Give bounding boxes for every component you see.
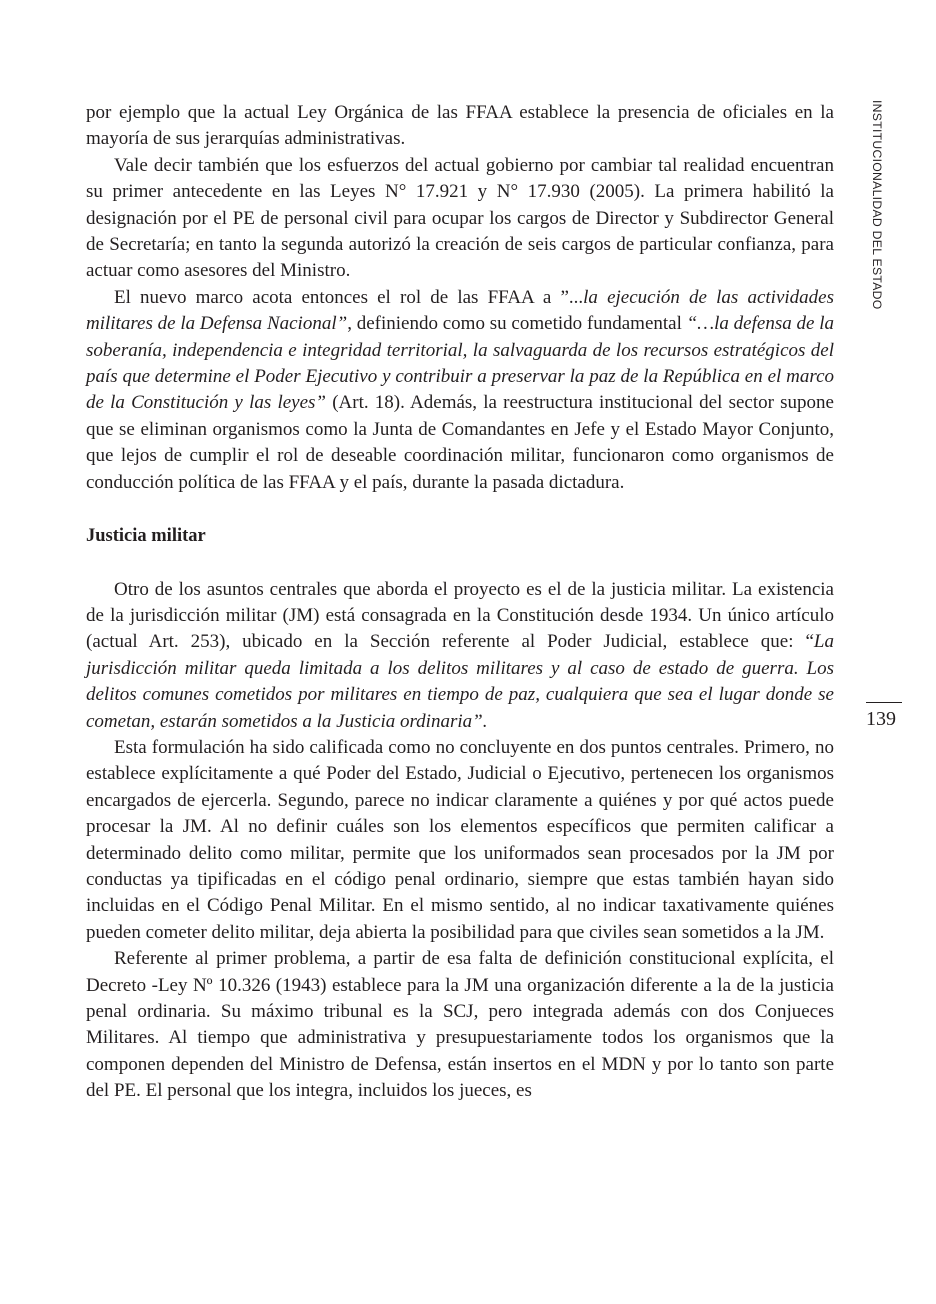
paragraph [86, 577, 834, 735]
quote-italic: “…la defensa de la soberanía, independencia e integridad territorial, la salvaguarda de los recursos estratégicos del país que determine el Poder Ejecutivo y contribuir a preservar la paz de la República en el marco de la Constitución y las leyes” [86, 313, 834, 414]
running-head [868, 100, 888, 310]
section-heading: Justicia militar [86, 526, 206, 547]
paragraph [86, 735, 834, 946]
text-run: , definiendo como su cometido fundamental [347, 313, 687, 335]
text-run: por ejemplo que la actual Ley Orgánica de las FFAA establece la presencia de oficiales en la mayoría de sus jerarquías administrativas. [86, 102, 834, 150]
page-number: 139 [866, 708, 896, 730]
paragraph [86, 946, 834, 1104]
text-run: El nuevo marco acota entonces el rol de las FFAA a ”... [114, 286, 584, 308]
page-number-rule [866, 702, 902, 703]
paragraph-continued [86, 100, 834, 153]
text-run: Otro de los asuntos centrales que aborda el proyecto es el de la justicia militar. La existencia de la jurisdicción militar (JM) está consagrada en la Constitución desde 1934. Un único artículo (actual Art. 253), ubicado en la Sección referente al Poder Judicial, establece que: “ [86, 578, 834, 653]
text-run: (Art. 18). Además, la reestructura institucional del sector supone que se eliminan organismos como la Junta de Comandantes en Jefe y el Estado Mayor Conjunto, que lejos de cumplir el rol de deseable coordinación militar, funcionaron como organismos de conducción política de las FFAA y el país, durante la pasada dictadura. [86, 392, 834, 493]
paragraph [86, 285, 834, 496]
text-run: Vale decir también que los esfuerzos del actual gobierno por cambiar tal realidad encuentran su primer antecedente en las Leyes N° 17.921 y N° 17.930 (2005). La primera habilitó la designación por el PE de personal civil para ocupar los cargos de Director y Subdirector General de Secretaría; en tanto la segunda autorizó la creación de seis cargos de particular confianza, para actuar como asesores del Ministro. [86, 154, 834, 282]
text-run: Esta formulación ha sido calificada como no concluyente en dos puntos centrales. Primero, no establece explícitamente a qué Poder del Estado, Judicial o Ejecutivo, pertenecen los organismos encargados de ejercerla. Segundo, parece no indicar claramente a quiénes y por qué actos puede procesar la JM. Al no definir cuáles son los elementos específicos que permiten calificar a determinado delito como militar, permite que los uniformados sean procesados por la JM por conductas ya tipificadas en el código penal ordinario, siempre que estas también hayan sido incluidas en el Código Penal Militar. En el mismo sentido, al no indicar taxativamente quiénes pueden cometer delito militar, deja abierta la posibilidad para que civiles sean sometidos a la JM. [86, 736, 834, 943]
body-text [86, 100, 834, 1105]
running-head-text: INSTITUCIONALIDAD DEL ESTADO [870, 100, 884, 310]
quote-italic: La jurisdicción militar queda limitada a los delitos militares y al caso de estado de guerra. Los delitos comunes cometidos por militares en tiempo de paz, cualquiera que sea el lugar donde se cometan, estarán sometidos a la Justicia ordinaria”. [86, 631, 834, 732]
text-run: Referente al primer problema, a partir de esa falta de definición constitucional explícita, el Decreto -Ley Nº 10.326 (1943) establece para la JM una organización diferente a la de la justicia penal ordinaria. Su máximo tribunal es la SCJ, pero integrada además con dos Conjueces Militares. Al tiempo que administrativa y presupuestariamente todos los organismos que la componen dependen del Ministro de Defensa, están insertos en el MDN y por lo tanto son parte del PE. El personal que los integra, incluidos los jueces, es [86, 948, 834, 1102]
quote-italic: la ejecución de las actividades militares de la Defensa Nacional” [86, 286, 834, 335]
paragraph [86, 153, 834, 285]
